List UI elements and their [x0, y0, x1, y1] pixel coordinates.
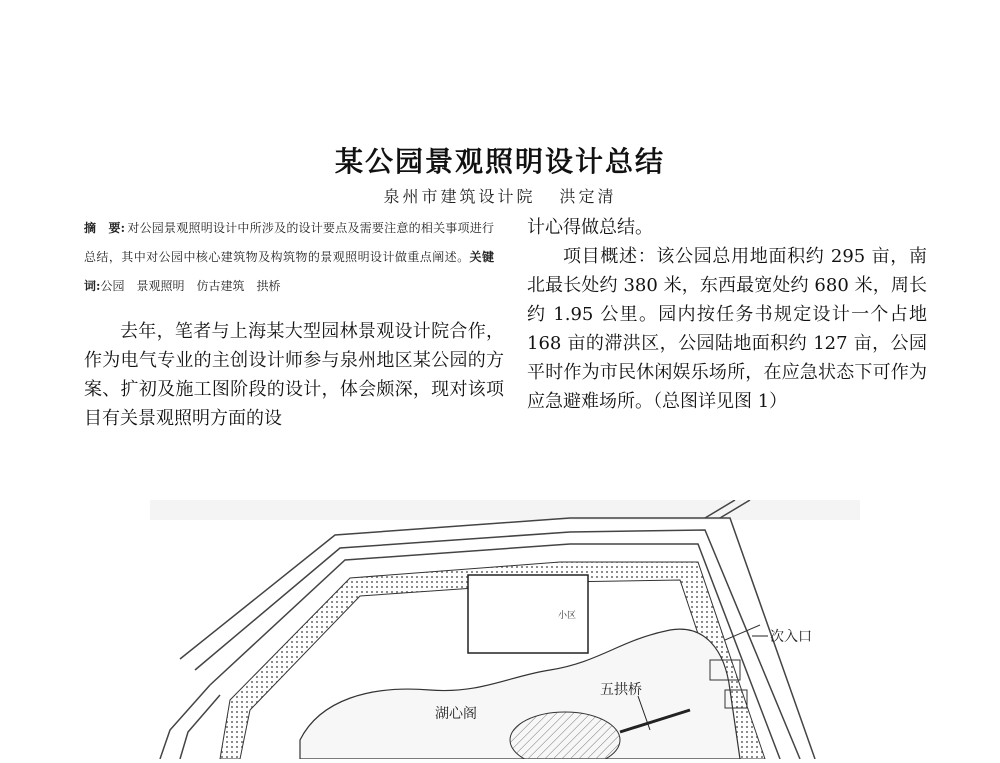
site-plan-drawing — [150, 500, 860, 759]
body-continuation: 计心得做总结。 — [527, 217, 653, 238]
lake-pavilion-label: 湖心阁 — [435, 706, 477, 722]
scan-band — [150, 500, 860, 520]
author-line — [0, 184, 1000, 207]
abstract-text: 对公园景观照明设计中所涉及的设计要点及需要注意的相关事项进行总结，其中对公园中核心建筑物及构筑物的景观照明设计做重点阐述。 — [84, 221, 494, 264]
keyword: 公园 — [100, 279, 125, 293]
keywords-label: 关键词: — [84, 250, 494, 293]
project-overview-paragraph: 项目概述：该公园总用地面积约 295 亩，南北最长处约 380 米，东西最宽处约 680 米，周长约 1.95 公里。园内按任务书规定设计一个占地 168 亩的滞洪区，公园陆地面积约 127 亩，公园平时作为市民休闲娱乐场所，在应急状态下可作为应急避难场所。（总图详见图 1） — [527, 246, 927, 412]
abstract-label: 摘 要: — [84, 221, 126, 235]
keyword: 景观照明 — [136, 279, 185, 293]
author-org: 泉州市建筑设计院 — [383, 187, 536, 206]
body-paragraph-left: 去年，笔者与上海某大型园林景观设计院合作，作为电气专业的主创设计师参与泉州地区某公园的方案、扩初及施工图阶段的设计，体会颇深，现对该项目有关景观照明方面的设 — [84, 321, 504, 429]
small-area-label: 小区 — [558, 611, 577, 621]
site-plan-figure — [150, 500, 860, 759]
page-title: 某公园景观照明设计总结 — [334, 145, 665, 178]
keyword: 拱桥 — [256, 279, 281, 293]
secondary-entrance-label: 次入口 — [770, 629, 812, 645]
abstract — [84, 214, 494, 301]
body-column-right — [527, 213, 927, 416]
five-arch-bridge-label: 五拱桥 — [600, 682, 642, 698]
author-name: 洪定清 — [559, 187, 617, 206]
keyword: 仿古建筑 — [196, 279, 245, 293]
